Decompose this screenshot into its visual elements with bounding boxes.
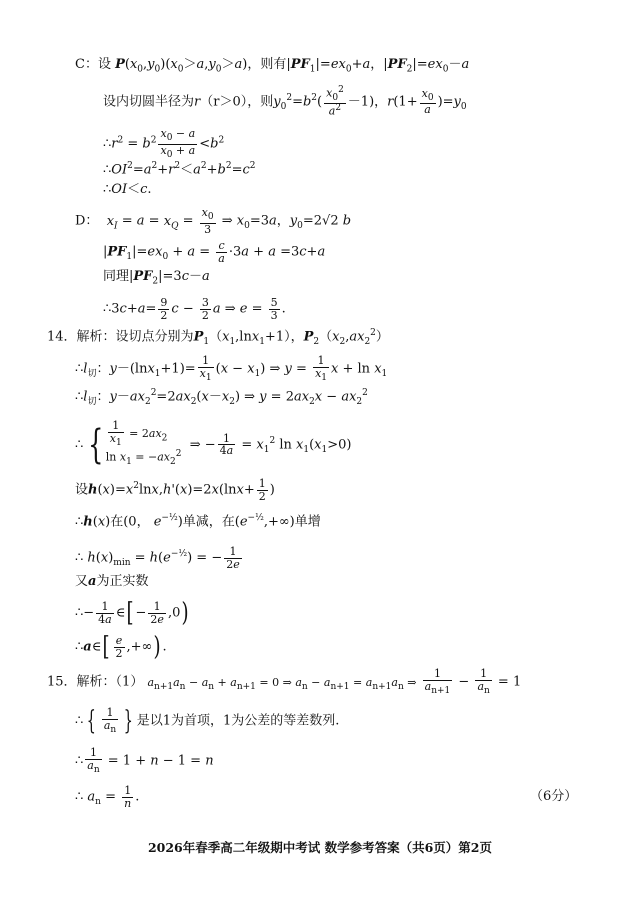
q15-score: （6分）: [530, 789, 578, 804]
q14-line-9: ∴− $\frac{1}{4a}$ ∈[ − $\frac{1}{2e}$ ,0): [75, 598, 189, 628]
q15-line-4: ∴ $a_n$ = $\frac{1}{n}$ .: [75, 784, 140, 810]
page-footer: 2026年春季高二年级期中考试 数学参考答案（共6页）第2页: [147, 840, 493, 855]
q14-line-3: $\therefore l_切$：$y-ax_2^2=2ax_2(x-x_2)$ ⇒ $y = 2ax_2x - ax_2^2$: [75, 388, 368, 407]
q14-let: 设: [75, 482, 89, 498]
part-c-line-5: ∴OI＜c.: [103, 182, 152, 197]
q14-also: 又: [75, 574, 89, 589]
part-d-same-text: 同理: [103, 269, 130, 284]
q14-line-5: 设$h(x)=x^2\ln x,h'(x)=2x(\ln x+$ $\frac{1}{2}$ ): [75, 477, 275, 503]
part-c-line-2: 设内切圆半径为r（r＞0），则$y_0^2=b^2$( $\frac{x_0^2}{a^2}$ －1)，r(1+ $\frac{x_0}{a}$ )$=y_0$: [103, 85, 467, 118]
q14-label: 14．解析：: [47, 329, 116, 345]
q14-line-10: ∴a∈[ $\frac{e}{2}$ ,+∞) .: [75, 632, 167, 662]
q14-on-interval: 在(0，: [110, 514, 150, 530]
q15-line-3: ∴ $\frac{1}{a_n}$ = 1 + n − 1 = n: [75, 746, 214, 775]
q14-line-8: 又a为正实数: [75, 574, 149, 589]
part-d-line-1: D： $x_I = a = x_Q$ = $\frac{x_0}{3}$ ⇒ $x_0=3a$，$y_0=2√2$ b: [75, 206, 352, 236]
q14-line-4: ∴ { $\frac{1}{x_1}$ = $2ax_2$ $\ln x_1 = -ax_2^2$ ⇒ − $\frac{1}{4a}$ = $x_1^2$ $\ln x_1(x_1>0)$: [75, 419, 352, 468]
q14-positive: 为正实数: [96, 574, 149, 589]
part-c-line-4: $\therefore OI^2=a^2+r^2<a^2+b^2=c^2$: [103, 161, 256, 178]
part-c-line-1: C：设 $P(x_0,y_0)(x_0>a,y_0>a)$，则有$|PF_1|=ex_0+a$，$|PF_2|=ex_0-a$: [75, 57, 470, 75]
q15-line-2: ∴ { $\frac{1}{a_n}$ } 是以1为首项，1为公差的等差数列.: [75, 706, 340, 737]
q14-incr: ,+∞)单增: [263, 514, 321, 530]
q14-line-2: $\therefore l_切$：y－(lnx$_1$+1)= $\frac{1}{x_1}$ $(x - x_1)$ ⇒ y = $\frac{1}{x_1}$ $x + \ln x_1$: [75, 354, 388, 383]
part-c-label: C：设: [75, 57, 111, 72]
q15-line-1: 15．解析：（1） $a_{n+1}a_n - a_n + a_{n+1} = 0$ ⇒ $a_n - a_{n+1} = a_{n+1}a_n$ ⇒ $\frac{1}{a_{n+1}}$ − $\frac{1}{a_n}$ = 1: [47, 667, 522, 696]
part-c-intro-tail: ，则有: [247, 57, 287, 72]
q14-line-7: ∴ $h(x)_{min} = h(e^{-\frac{1}{2}})$ = − $\frac{1}{2e}$: [75, 545, 240, 571]
q14-line-6: ∴h(x)在(0， $e^{-\frac{1}{2}}$)单减，在$(e^{-\frac{1}{2}},+\infty)$单增: [75, 513, 321, 530]
q14-line-1: 14．解析：设切点分别为$P_1(x_1,\ln x_1+1)$，$P_2(x_2,ax_2^2)$: [47, 328, 389, 347]
q15-label: 15．解析：: [47, 674, 116, 690]
part-d-line-4: ∴3c+a= $\frac{9}{2}$ c − $\frac{3}{2}$ a ⇒ e = $\frac{5}{3}$ .: [103, 296, 286, 322]
part-c-line-3: $\therefore r^2 = b^2$ $\frac{x_0 - a}{x_0 + a}$ $<b^2$: [103, 127, 225, 160]
q14-intro: 设切点分别为: [115, 329, 194, 345]
part-d-line-2: $|PF_1|=ex_0 + a$ = $\frac{c}{a}$ ·3a + a =3c+a: [103, 239, 326, 265]
part-c-radius-cond: （r＞0），则: [200, 94, 274, 110]
q14-decr: )单减，在(: [177, 514, 240, 530]
q15-part1: （1）: [115, 674, 144, 690]
q15-seq-text: 是以1为首项，1为公差的等差数列.: [136, 713, 340, 729]
part-d-label: D：: [75, 213, 99, 229]
part-d-line-3: 同理$|PF_2|=3c-a$: [103, 269, 210, 287]
part-c-radius-text: 设内切圆半径为: [103, 94, 195, 110]
